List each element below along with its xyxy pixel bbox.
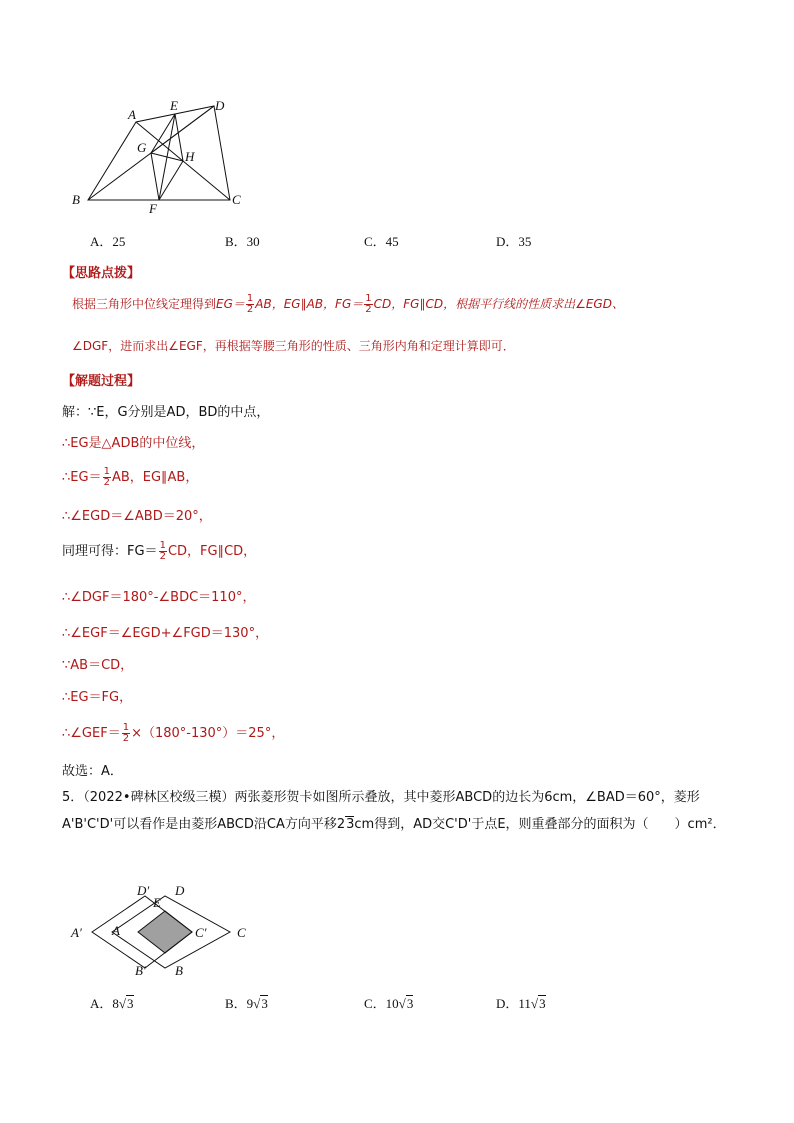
label-B: B [72, 192, 80, 207]
label-E: E [170, 98, 178, 113]
label-C-prime: C′ [195, 925, 207, 940]
solution-header: 【解题过程】 [62, 374, 141, 389]
label-C: C [232, 192, 241, 207]
label-F: F [149, 201, 157, 216]
hint-header: 【思路点拨】 [62, 266, 141, 281]
label-B-prime: B′ [135, 963, 146, 978]
fraction: $\frac{1}{2}$ [103, 466, 110, 488]
solution-line-2: ∴EG是△ADB的中位线， [62, 436, 205, 451]
fraction: $\frac{1}{2}$ [159, 540, 166, 562]
q5-choice-d[interactable]: D．11√3 [496, 996, 546, 1011]
solution-line-9: ∴EG＝FG， [62, 690, 133, 705]
hint-line-1: 根据三角形中位线定理得到EG＝ $\frac{1}{2}$ AB，EG∥AB，FG＝ $\frac{1}{2}$ CD，FG∥CD，根据平行线的性质求出∠EGD、 [72, 293, 624, 315]
hint-line-2: ∠DGF，进而求出∠EGF，再根据等腰三角形的性质、三角形内角和定理计算即可． [72, 339, 515, 353]
label-D: D [215, 98, 225, 113]
solution-line-4: ∴∠EGD＝∠ABD＝20°， [62, 509, 212, 524]
solution-line-8: ∵AB＝CD， [62, 658, 134, 673]
label-G: G [137, 140, 147, 155]
quadrilateral-figure [60, 90, 260, 220]
label-C2: C [237, 925, 246, 940]
label-A: A [128, 107, 136, 122]
choice-b[interactable]: B．30 [225, 234, 260, 249]
solution-line-11: 故选：A． [62, 764, 123, 779]
label-D2: D [175, 883, 185, 898]
fraction: $\frac{1}{2}$ [365, 293, 372, 315]
rhombus-figure [65, 880, 265, 980]
question-5: 5．（2022•碑林区校级三模）两张菱形贺卡如图所示叠放，其中菱形ABCD的边长为6cm，∠BAD＝60°，菱形A'B'C'D'可以看作是由菱形ABCD沿CA方向平移23cm得到，AD交C'D'于点E，则重叠部分的面积为（ ）cm²． [62, 790, 726, 832]
q5-choice-c[interactable]: C．10√3 [364, 996, 414, 1011]
label-A-prime: A′ [71, 925, 82, 940]
solution-line-1: 解：∵E，G分别是AD，BD的中点， [62, 405, 270, 420]
label-H: H [185, 149, 195, 164]
solution-line-6: ∴∠DGF＝180°-∠BDC＝110°， [62, 590, 256, 605]
choice-d[interactable]: D．35 [496, 234, 532, 249]
choice-c[interactable]: C．45 [364, 234, 399, 249]
solution-line-3: ∴EG＝ $\frac{1}{2}$ AB，EG∥AB， [62, 466, 199, 488]
q5-choice-a[interactable]: A．8√3 [90, 996, 134, 1011]
fraction: $\frac{1}{2}$ [122, 722, 130, 744]
solution-line-5: 同理可得：FG＝ $\frac{1}{2}$ CD，FG∥CD， [62, 540, 257, 562]
solution-line-10: ∴∠GEF＝ $\frac{1}{2}$ ×（180°-130°）＝25°， [62, 722, 285, 744]
label-E2: E [153, 895, 161, 910]
label-B2: B [175, 963, 183, 978]
solution-line-7: ∴∠EGF＝∠EGD+∠FGD＝130°， [62, 626, 269, 641]
fraction: $\frac{1}{2}$ [246, 293, 254, 315]
label-A2: A [112, 923, 120, 938]
label-D-prime: D′ [137, 883, 150, 898]
q5-choice-b[interactable]: B．9√3 [225, 996, 268, 1011]
choice-a[interactable]: A．25 [90, 234, 126, 249]
